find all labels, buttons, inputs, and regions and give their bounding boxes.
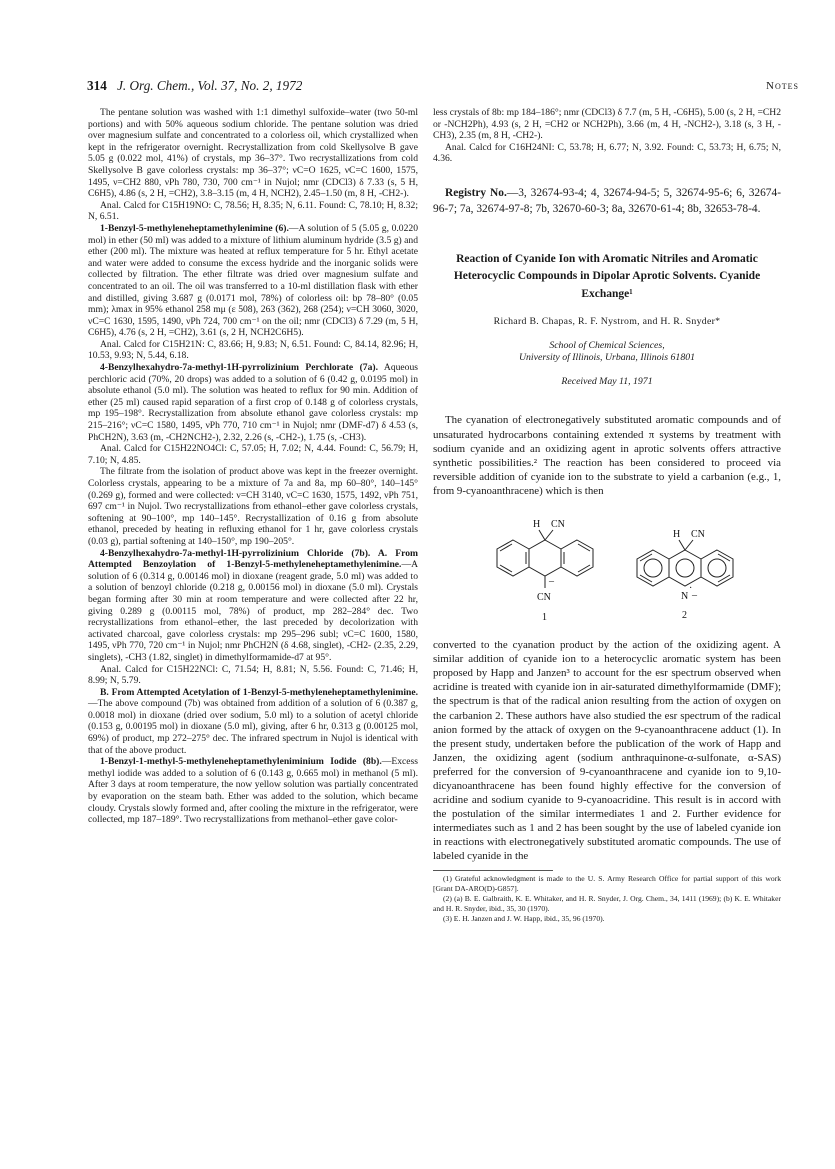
- left-paragraph: Anal. Calcd for C15H19NO: C, 78.56; H, 8.35; N, 6.11. Found: C, 78.10; H, 8.32; N, 6.51.: [88, 199, 418, 223]
- cn-label: CN: [551, 519, 565, 531]
- page-number: 314: [87, 78, 107, 93]
- analysis-paragraph: Anal. Calcd for C16H24NI: C, 53.78; H, 6.77; N, 3.92. Found: C, 53.73; H, 6.75; N, 4.36.: [433, 141, 781, 165]
- registry-numbers: Registry No.—3, 32674-93-4; 4, 32674-94-5; 5, 32674-95-6; 6, 32674-96-7; 7a, 32674-97-8; 7b, 32670-60-3; 8a, 32670-61-4; 8b, 32653-78-4.: [433, 186, 781, 216]
- paragraph-heading: B. From Attempted Acetylation of 1-Benzyl-5-methyleneheptamethylenimine.: [100, 686, 418, 698]
- left-column: [88, 107, 418, 826]
- left-ring-2: [637, 550, 669, 586]
- minus-sign: –: [692, 590, 697, 602]
- article-title: Reaction of Cyanide Ion with Aromatic Nitriles and Aromatic Heterocyclic Compounds in Dipolar Aprotic Solvents. Cyanide Exchange¹: [453, 252, 761, 300]
- left-paragraph: 4-Benzylhexahydro-7a-methyl-1H-pyrrolizinium Perchlorate (7a). Aqueous perchloric acid (70%, 20 drops) was added to a solution of 6 (0.42 g, 0.0195 mol) in absolute ethanol (5.0 ml). The solution was heated to reflux for 90 min. Addition of ether (25 ml) caused rapid separation of a first crop of 0.148 g of colorless crystals, mp 195–198°. Recrystallization from absolute ethanol gave colorless crystals: mp 215–216°; νC=C 1580, 1495, νPh 770, 710 cm⁻¹ in Nujol; nmr (DMF-d7) δ 4.53 (s, PhCH2N), 3.63 (m, -CH2NCH2-), 2.32, 2.26 (s, -CH2-), 1.75 (s, -CH3).: [88, 362, 418, 443]
- minus-sign: –: [549, 576, 554, 588]
- compound-number-1: 1: [542, 612, 547, 624]
- footnote: (3) E. H. Janzen and J. W. Happ, ibid., 35, 96 (1970).: [443, 913, 605, 923]
- chemical-structures-svg: [433, 504, 781, 632]
- article-authors: Richard B. Chapas, R. F. Nystrom, and H. R. Snyder*: [493, 316, 721, 328]
- left-paragraph: 4-Benzylhexahydro-7a-methyl-1H-pyrrolizinium Chloride (7b). A. From Attempted Benzoylation of 1-Benzyl-5-methyleneheptamethylenimine.—A solution of 6 (0.314 g, 0.00146 mol) in dioxane (reagent grade, 5.0 ml) was added to a solution of benzoyl chloride (0.218 g, 0.00156 mol) in dioxane (5.0 ml). Crystals began forming after 30 min at room temperature and were collected after 22 hr, giving 0.289 g (0.00115 mol, 78%) of product, mp 282–284° dec. Two recrystallizations from ethanol–ether, the last preceded by decolorization with activated charcoal, gave colorless crystals: mp 295–296 subl; νC=C 1600, 1580, 1495, νPh 770, 720 cm⁻¹ in Nujol; nmr PhCH2N (δ 4.68, singlet), -CH2- (2.35, 2.29, singlets), -CH3 (1.82, singlet) in dimethylformamide-d7 at 95°.: [88, 547, 418, 663]
- aromatic-ring-circle: [644, 559, 662, 577]
- left-paragraph: Anal. Calcd for C15H22NCl: C, 71.54; H, 8.81; N, 5.56. Found: C, 71.46; H, 8.99; N, 5.79.: [88, 663, 418, 687]
- affiliation: School of Chemical Sciences, University of Illinois, Urbana, Illinois 61801: [518, 340, 696, 364]
- nitrogen-label: N: [681, 591, 689, 603]
- h-label: H: [533, 519, 541, 531]
- paragraph-heading: 1-Benzyl-5-methyleneheptamethylenimine (6).: [100, 222, 289, 234]
- registry-label: Registry No.: [445, 186, 507, 199]
- central-ring-2: [669, 550, 701, 586]
- paragraph-heading: 4-Benzylhexahydro-7a-methyl-1H-pyrrolizinium Perchlorate (7a).: [100, 362, 378, 374]
- received-date: Received May 11, 1971: [561, 376, 653, 388]
- left-paragraph: 1-Benzyl-5-methyleneheptamethylenimine (6).—A solution of 5 (5.05 g, 0.0220 mol) in ether (50 ml) was added to a mixture of lithium aluminum hydride (3.5 g) and ether (200 ml). The mixture was heated at reflux temperature for 5 hr. Ethyl acetate and water were added to consume the excess hydride and the inorganic solids were collected by filtration. The ether filtrate was dried over magnesium sulfate and concentrated to an oil. The oil was transferred to a 10-ml distillation flask with ether and distilled, giving 3.687 g (0.0171 mol, 78%) of colorless oil: bp 78–80° (0.05 mm); λmax in 95% ethanol 258 mμ (ε 508), 263 (362), 268 (254); ν=CH 3060, 3020, νC=C 1630, 1595, 1490, νPh 724, 700 cm⁻¹ on the oil; nmr (CDCl3) δ 7.29 (m, 5 H, C6H5), 4.76 (s, 2 H, =CH2), 3.61 (s, 2 H, NCH2C6H5).: [88, 222, 418, 339]
- continuation-paragraph: less crystals of 8b: mp 184–186°; nmr (CDCl3) δ 7.7 (m, 5 H, -C6H5), 5.00 (s, 2 H, =CH2 or -NCH2Ph), 4.93 (s, 2 H, =CH2 or NCH2Ph), 3.66 (m, 4 H, -NCH2-), 3.18 (s, 3 H, -CH3), 2.35 (m, 8 H, -CH2-).: [433, 107, 781, 142]
- intro-paragraph: The cyanation of electronegatively substituted aromatic compounds and of unsaturated hydrocarbons containing extended π systems by treatment with sodium cyanide and an oxidizing agent in aprotic solvents offers attractive synthetic possibilities.² The reaction has been considered to proceed via reversible addition of cyanide ion to the substrate to yield a carbanion (e.g., 1, from 9-cyanoanthracene) which is then: [433, 414, 781, 497]
- compound-number-2: 2: [682, 610, 687, 622]
- header-left: [87, 78, 302, 94]
- left-paragraph: Anal. Calcd for C15H21N: C, 83.66; H, 9.83; N, 6.51. Found: C, 84.14, 82.96; H, 10.53, 9.93; N, 5.44, 6.18.: [88, 338, 418, 362]
- h-label: H: [673, 529, 681, 541]
- left-ring-1: [497, 540, 529, 576]
- right-ring-1: [561, 540, 593, 576]
- right-column: [433, 107, 781, 924]
- cn-label: CN: [537, 592, 551, 604]
- left-paragraph: The filtrate from the isolation of product above was kept in the freezer overnight. Colorless crystals, appearing to be a mixture of 7a and 8a, mp 60–80°, 140–145° (0.269 g), formed and were collected: ν=CH 3140, νC=C 1630, 1575, 1492, νPh 751, 697 cm⁻¹ in Nujol. Two recrystallizations from ethanol–ether gave colorless crystals, softening at 90–100°, mp 140–145°. Recrystallization of 0.16 g from absolute ethanol, preceded by heating in refluxing ethanol for 1 hr, gave colorless crystals (0.03 g), partial softening at 140–150°, mp 190–205°.: [88, 466, 418, 547]
- cn-label: CN: [691, 529, 705, 541]
- paragraph-heading: 4-Benzylhexahydro-7a-methyl-1H-pyrrolizinium Chloride (7b). A. From Attempted Benzoylation of 1-Benzyl-5-methyleneheptamethylenimine.: [88, 547, 418, 571]
- journal-citation: J. Org. Chem., Vol. 37, No. 2, 1972: [117, 78, 303, 93]
- left-paragraph: The pentane solution was washed with 1:1 dimethyl sulfoxide–water (two 50-ml portions) and with 50% aqueous sodium chloride. The pentane solution was dried over magnesium sulfate and concentrated to a colorless oil, which crystallized when kept in the refrigerator overnight. Recrystallization from cold Skellysolve B gave 5.05 g (0.022 mol, 41%) of crystals, mp 36–37°. Two recrystallizations from cold Skellysolve B gave colorless crystals: mp 36–37°; νC=O 1625, νC=C 1600, 1575, 1495, ν=CH2 880, νPh 780, 730, 700 cm⁻¹ in Nujol; nmr (CDCl3) δ 7.33 (s, 5 H, C6H5), 4.86 (s, 2 H, =CH2), 3.8–3.15 (m, 4 H, NCH2), 2.45–1.50 (m, 8 H, -CH2-).: [88, 107, 418, 200]
- body-paragraph: converted to the cyanation product by the action of the oxidizing agent. A similar addition of cyanide ion to a heterocyclic aromatic system has been proposed by Happ and Janzen³ to account for the esr spectrum observed when acridine is treated with cyanide ion in air-saturated dimethylformamide (DMF); the spectrum is that of the radical anion resulting from the action of oxygen on the carbanion 2. These authors have also studied the esr spectrum of the radical anion formed by the attack of oxygen on the 9-cyanoanthracene adduct (1). In the present study, undertaken before the publication of the work of Happ and Janzen, the oxidizing agent (sodium anthraquinone-α-sulfonate, α-SAS) preferred for the conversion of 9-cyanoanthracene and cyanide ion to 9,10-dicyanoanthracene has been found highly effective for the conversion of acridine and sodium cyanide to 9-cyanoacridine. This result is in accord with the postulation of the similar intermediates 1 and 2. Further evidence for intermediates such as 1 and 2 has been sought by the use of labeled cyanide ion in reactions with electronegatively substituted aromatic compounds. The use of labeled cyanide in the: [433, 639, 781, 863]
- left-paragraph: B. From Attempted Acetylation of 1-Benzyl-5-methyleneheptamethylenimine.—The above compound (7b) was obtained from addition of a solution of 6 (0.387 g, 0.0018 mol) in dioxane (dried over sodium, 5.0 ml) to a solution of acetyl chloride (0.153 g, 0.00195 mol) in dioxane (5.0 ml), giving, after 6 hr, 0.313 g (0.00125 mol, 69%) of product, mp 272–275° dec. The infrared spectrum in Nujol is identical with that of the above product.: [88, 686, 418, 756]
- aromatic-ring-circle: [708, 559, 726, 577]
- section-name: Notes: [766, 80, 799, 92]
- footnote: (2) (a) B. E. Galbraith, K. E. Whitaker, and H. R. Snyder, J. Org. Chem., 34, 1411 (1969); (b) K. E. Whitaker and H. R. Snyder, ibid., 35, 30 (1970).: [433, 893, 781, 913]
- footnote: (1) Grateful acknowledgment is made to the U. S. Army Research Office for partial support of this work [Grant DA-ARO(D)-G857].: [433, 873, 781, 893]
- left-paragraph: 1-Benzyl-1-methyl-5-methyleneheptamethyleniminium Iodide (8b).—Excess methyl iodide was added to a solution of 6 (0.143 g, 0.665 mol) in methanol (5 ml). After 3 days at room temperature, the now yellow solution was partially concentrated by evaporation on the steam bath. Ether was added to the solution, which became cloudy. Crystals slowly formed and, after cooling the mixture in the refrigerator, were collected, mp 187–189°. Two recrystallizations from methanol–ether gave color-: [88, 756, 418, 826]
- left-paragraph: Anal. Calcd for C15H22NO4Cl: C, 57.05; H, 7.02; N, 4.44. Found: C, 56.79; H, 7.10; N, 4.85.: [88, 443, 418, 466]
- radical-dot: ·: [689, 583, 693, 595]
- footnote-rule: [433, 870, 553, 871]
- right-ring-2: [701, 550, 733, 586]
- central-ring-1: [529, 540, 561, 576]
- paragraph-heading: 1-Benzyl-1-methyl-5-methyleneheptamethyleniminium Iodide (8b).: [100, 756, 382, 768]
- page-header: [87, 78, 799, 98]
- structure-figure: [433, 504, 781, 632]
- aromatic-ring-circle: [676, 559, 694, 577]
